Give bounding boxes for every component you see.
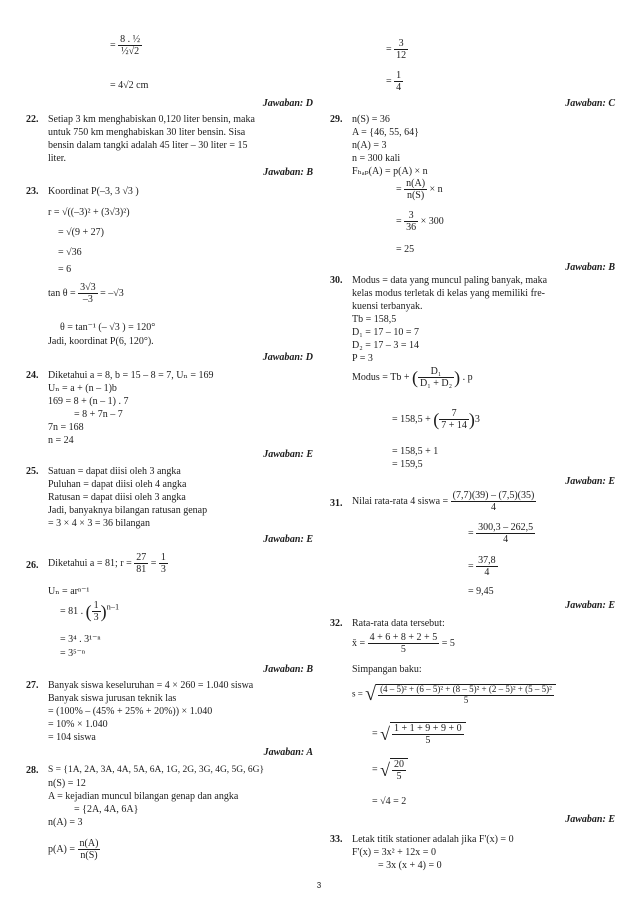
numerator: 7 [439,408,469,420]
fraction [418,366,454,389]
calc-line: n(A) = 3 [352,140,387,151]
calc-line: r = √((–3)² + (3√3)²) [48,207,130,218]
calc-line: Tb = 158,5 [352,314,397,325]
sqrt-icon: √ [380,723,391,744]
equals-sign: = [372,764,378,776]
denominator: 3 [160,564,166,575]
numerator: 4 + 6 + 8 + 2 + 5 [369,632,438,643]
fraction [476,522,535,545]
calc-line: = 158,5 + 1 [392,446,439,457]
calc-line: = 9,45 [468,586,494,597]
question-text: Jadi, banyaknya bilangan ratusan genap [48,505,208,516]
numerator: 300,3 – 262,5 [478,522,534,533]
question-text: bensin dalam tangki adalah 45 liter – 30 liter = 15 [48,140,248,151]
fraction [390,758,408,782]
calc-line: = 6 [58,264,72,275]
equals-sign: = [386,43,392,55]
calc-line: = 3⁴ . 3¹⁻ⁿ [60,634,101,645]
calc-line: 169 = 8 + (n – 1) . 7 [48,396,129,407]
calc-line: n(A) = 3 [48,817,83,828]
calc-line: Jadi, koordinat P(6, 120°). [48,336,154,347]
numerator: 3√3 [80,282,96,293]
paren-open: ( [433,409,440,430]
calc-line [386,70,403,93]
sqrt-icon: √ [380,759,391,780]
calc-line: = 10% × 1.040 [48,719,108,730]
fraction [78,282,98,305]
fraction [159,552,168,575]
question-number: 27. [26,680,39,691]
numerator: 1 [396,70,402,81]
question-text: Banyak siswa jurusan teknik las [48,693,177,704]
text: Nilai rata-rata 4 siswa = [352,495,449,507]
sqrt-icon: √ [365,683,377,705]
calc-line [372,758,408,782]
numerator: 1 + 1 + 9 + 9 + 0 [394,723,462,734]
denominator: 5 [400,644,406,655]
question-text: Letak titik stationer adalah jika F'(x) = 0 [352,834,514,845]
calc-line: = 3x (x + 4) = 0 [378,860,442,871]
text: = 158,5 + [392,413,431,425]
fraction [390,722,466,746]
denominator: n(S) [80,850,98,861]
calc-line: Uₙ = a + (n – 1)b [48,383,117,394]
calc-line: n(S) = 12 [48,778,86,789]
answer-label: Jawaban: A [263,747,313,758]
equals-sign: = [110,39,116,51]
calc-line: Uₙ = arⁿ⁻¹ [48,586,90,597]
answer-label: Jawaban: E [565,476,615,487]
calc-line [468,522,535,545]
text: = –√3 [100,287,124,299]
fraction [451,490,537,513]
fraction [404,210,418,233]
question-text: Setiap 3 km menghabiskan 0,120 liter bensin, maka [48,114,255,125]
question-number: 23. [26,186,39,197]
calc-line [468,555,498,578]
answer-label: Jawaban: E [263,534,313,545]
denominator: 4 [396,82,402,93]
answer-label: Jawaban: D [262,98,313,109]
calc-line [48,838,100,861]
calc-line [60,600,119,623]
question-text: Banyak siswa keseluruhan = 4 × 260 = 1.040 siswa [48,680,254,691]
denominator: 4 [490,502,496,513]
calc-line: = √36 [58,247,82,258]
calc-line: = 4√2 cm [110,80,149,91]
text: tan θ = [48,287,76,299]
calc-line: = 25 [396,244,415,255]
calc-line: D₂ = 17 – 3 = 14 [352,340,419,351]
calc-line: n = 300 kali [352,153,401,164]
denominator: 12 [396,50,407,61]
calc-line: P = 3 [352,353,373,364]
denominator: 5 [463,694,469,705]
denominator: –3 [82,294,93,305]
denominator: 7 + 14 [441,420,467,431]
calc-line: A = kejadian muncul bilangan genap dan angka [48,791,239,802]
answer-label: Jawaban: C [565,98,615,109]
denominator: n(S) [406,190,425,201]
denominator: 4 [484,567,490,578]
question-text: Ratusan = dapat diisi oleh 3 angka [48,492,186,503]
equals-sign: = [468,527,474,539]
numerator: 20 [394,759,405,770]
question-number: 24. [26,370,39,381]
fraction [118,34,142,57]
equals-sign: = [468,560,474,572]
text: x̄ = [352,637,366,649]
question-text: = 3 × 4 × 3 = 36 bilangan [48,518,150,529]
answer-label: Jawaban: E [565,600,615,611]
numerator: 1 [93,600,99,611]
calc-line [386,38,408,61]
question-number: 29. [330,114,343,125]
denominator: ½√2 [121,46,140,57]
paren-open: ( [85,601,92,622]
equals-sign: = [372,728,378,740]
equals-sign: = [396,183,402,195]
question-number: 28. [26,765,39,776]
calc-line: n = 24 [48,435,74,446]
calc-line: = √(9 + 27) [58,227,104,238]
numerator: 37,8 [478,555,496,566]
question-text: Modus = data yang muncul paling banyak, maka [352,275,548,286]
calc-line [352,682,556,707]
exponent: n–1 [106,602,120,612]
denominator: 5 [396,771,402,782]
text: × n [429,183,443,195]
calc-line [372,722,466,746]
denominator: 4 [503,534,509,545]
question-number: 33. [330,834,343,845]
text: × 300 [420,215,444,227]
answer-label: Jawaban: E [263,449,313,460]
equals-sign: = [150,557,157,569]
numerator: 3 [394,38,408,50]
fraction [439,408,469,431]
numerator: 27 [136,552,147,563]
text: Modus = Tb + [352,371,410,383]
calc-line [392,408,480,431]
denominator: 5 [425,735,431,746]
calc-line: = 159,5 [392,459,423,470]
calc-line: = {2A, 4A, 6A} [74,804,139,815]
text: . p [462,371,473,383]
numerator: (7,7)(39) – (7,5)(35) [452,490,535,501]
text: 3 [474,413,480,425]
calc-line: = 3⁵⁻ⁿ [60,648,86,659]
calc-line [352,632,455,655]
fraction [134,552,148,575]
question-text: S = {1A, 2A, 3A, 4A, 5A, 6A, 1G, 2G, 3G, 4G, 5G, 6G} [48,765,265,775]
question-text: kuensi terbanyak. [352,301,423,312]
calc-line [352,366,473,389]
question-number: 32. [330,618,343,629]
numerator: 1 [160,552,166,563]
question-number: 31. [330,498,343,509]
question-text [48,552,168,575]
question-number: 26. [26,560,39,571]
text: = 81 . [60,605,84,617]
calc-line: F'(x) = 3x² + 12x = 0 [352,847,436,858]
answer-label: Jawaban: D [262,352,313,363]
equals-sign: = [396,215,402,227]
fraction [394,38,408,61]
answer-label: Jawaban: B [565,262,615,273]
denominator: D₁ + D₂ [420,378,453,389]
text: = 5 [441,637,455,649]
numerator: D₁ [418,366,454,378]
paren-close: ) [454,367,461,388]
paren-close: ) [468,409,475,430]
question-text: Simpangan baku: [352,664,422,675]
calc-line [396,210,444,233]
numerator: 8 . ½ [120,34,141,45]
question-text: Rata-rata data tersebut: [352,618,445,629]
calc-line: = 104 siswa [48,732,96,743]
question-text: Puluhan = dapat diisi oleh 4 angka [48,479,187,490]
calc-line: θ = tan⁻¹ (– √3 ) = 120° [60,322,156,333]
fraction [78,838,101,861]
calc-line [396,178,443,201]
fraction [394,70,403,93]
calc-line: = √4 = 2 [372,796,407,807]
question-number: 22. [26,114,39,125]
numerator: 3 [404,210,418,222]
text: s = [352,688,363,699]
equals-sign: = [386,75,392,87]
text: p(A) = [48,843,76,855]
page-number: 3 [316,881,322,890]
calc-line: Fₕₐₚ(A) = p(A) × n [352,166,428,177]
denominator: 81 [136,564,147,575]
text: Diketahui a = 81; r = [48,557,132,569]
answer-label: Jawaban: E [565,814,615,825]
question-number: 30. [330,275,343,286]
question-text: Diketahui a = 8, b = 15 – 8 = 7, Uₙ = 169 [48,370,214,381]
question-text [352,490,536,513]
answer-label: Jawaban: B [263,664,313,675]
numerator: n(A) [79,838,99,849]
calc-line: n(S) = 36 [352,114,390,125]
paren-open: ( [412,367,418,388]
fraction [476,555,498,578]
answer-label: Jawaban: B [263,167,313,178]
question-text: Koordinat P(–3, 3 √3 ) [48,186,139,197]
numerator: (4 – 5)² + (6 – 5)² + (8 – 5)² + (2 – 5)² + (5 – 5)² [380,683,552,694]
calc-line: = (100% – (45% + 25% + 20%)) × 1.040 [48,706,213,717]
calc-line [110,34,142,57]
question-text: kelas modus terletak di kelas yang memiliki fre- [352,288,545,299]
calc-line: = 8 + 7n – 7 [74,409,123,420]
calc-line: D₁ = 17 – 10 = 7 [352,327,419,338]
calc-line: A = {46, 55, 64} [352,127,419,138]
calc-line: 7n = 168 [48,422,84,433]
denominator: 36 [406,222,417,233]
numerator: n(A) [406,178,426,189]
question-text: untuk 750 km menghabiskan 30 liter bensin. Sisa [48,127,246,138]
question-number: 25. [26,466,39,477]
question-text: liter. [48,153,67,164]
fraction [376,684,556,706]
fraction [404,178,427,201]
question-text: Satuan = dapat diisi oleh 3 angka [48,466,181,477]
paren-close: ) [100,601,107,622]
denominator: 3 [93,612,99,623]
fraction [92,600,101,623]
calc-line [48,282,124,305]
fraction [368,632,440,655]
